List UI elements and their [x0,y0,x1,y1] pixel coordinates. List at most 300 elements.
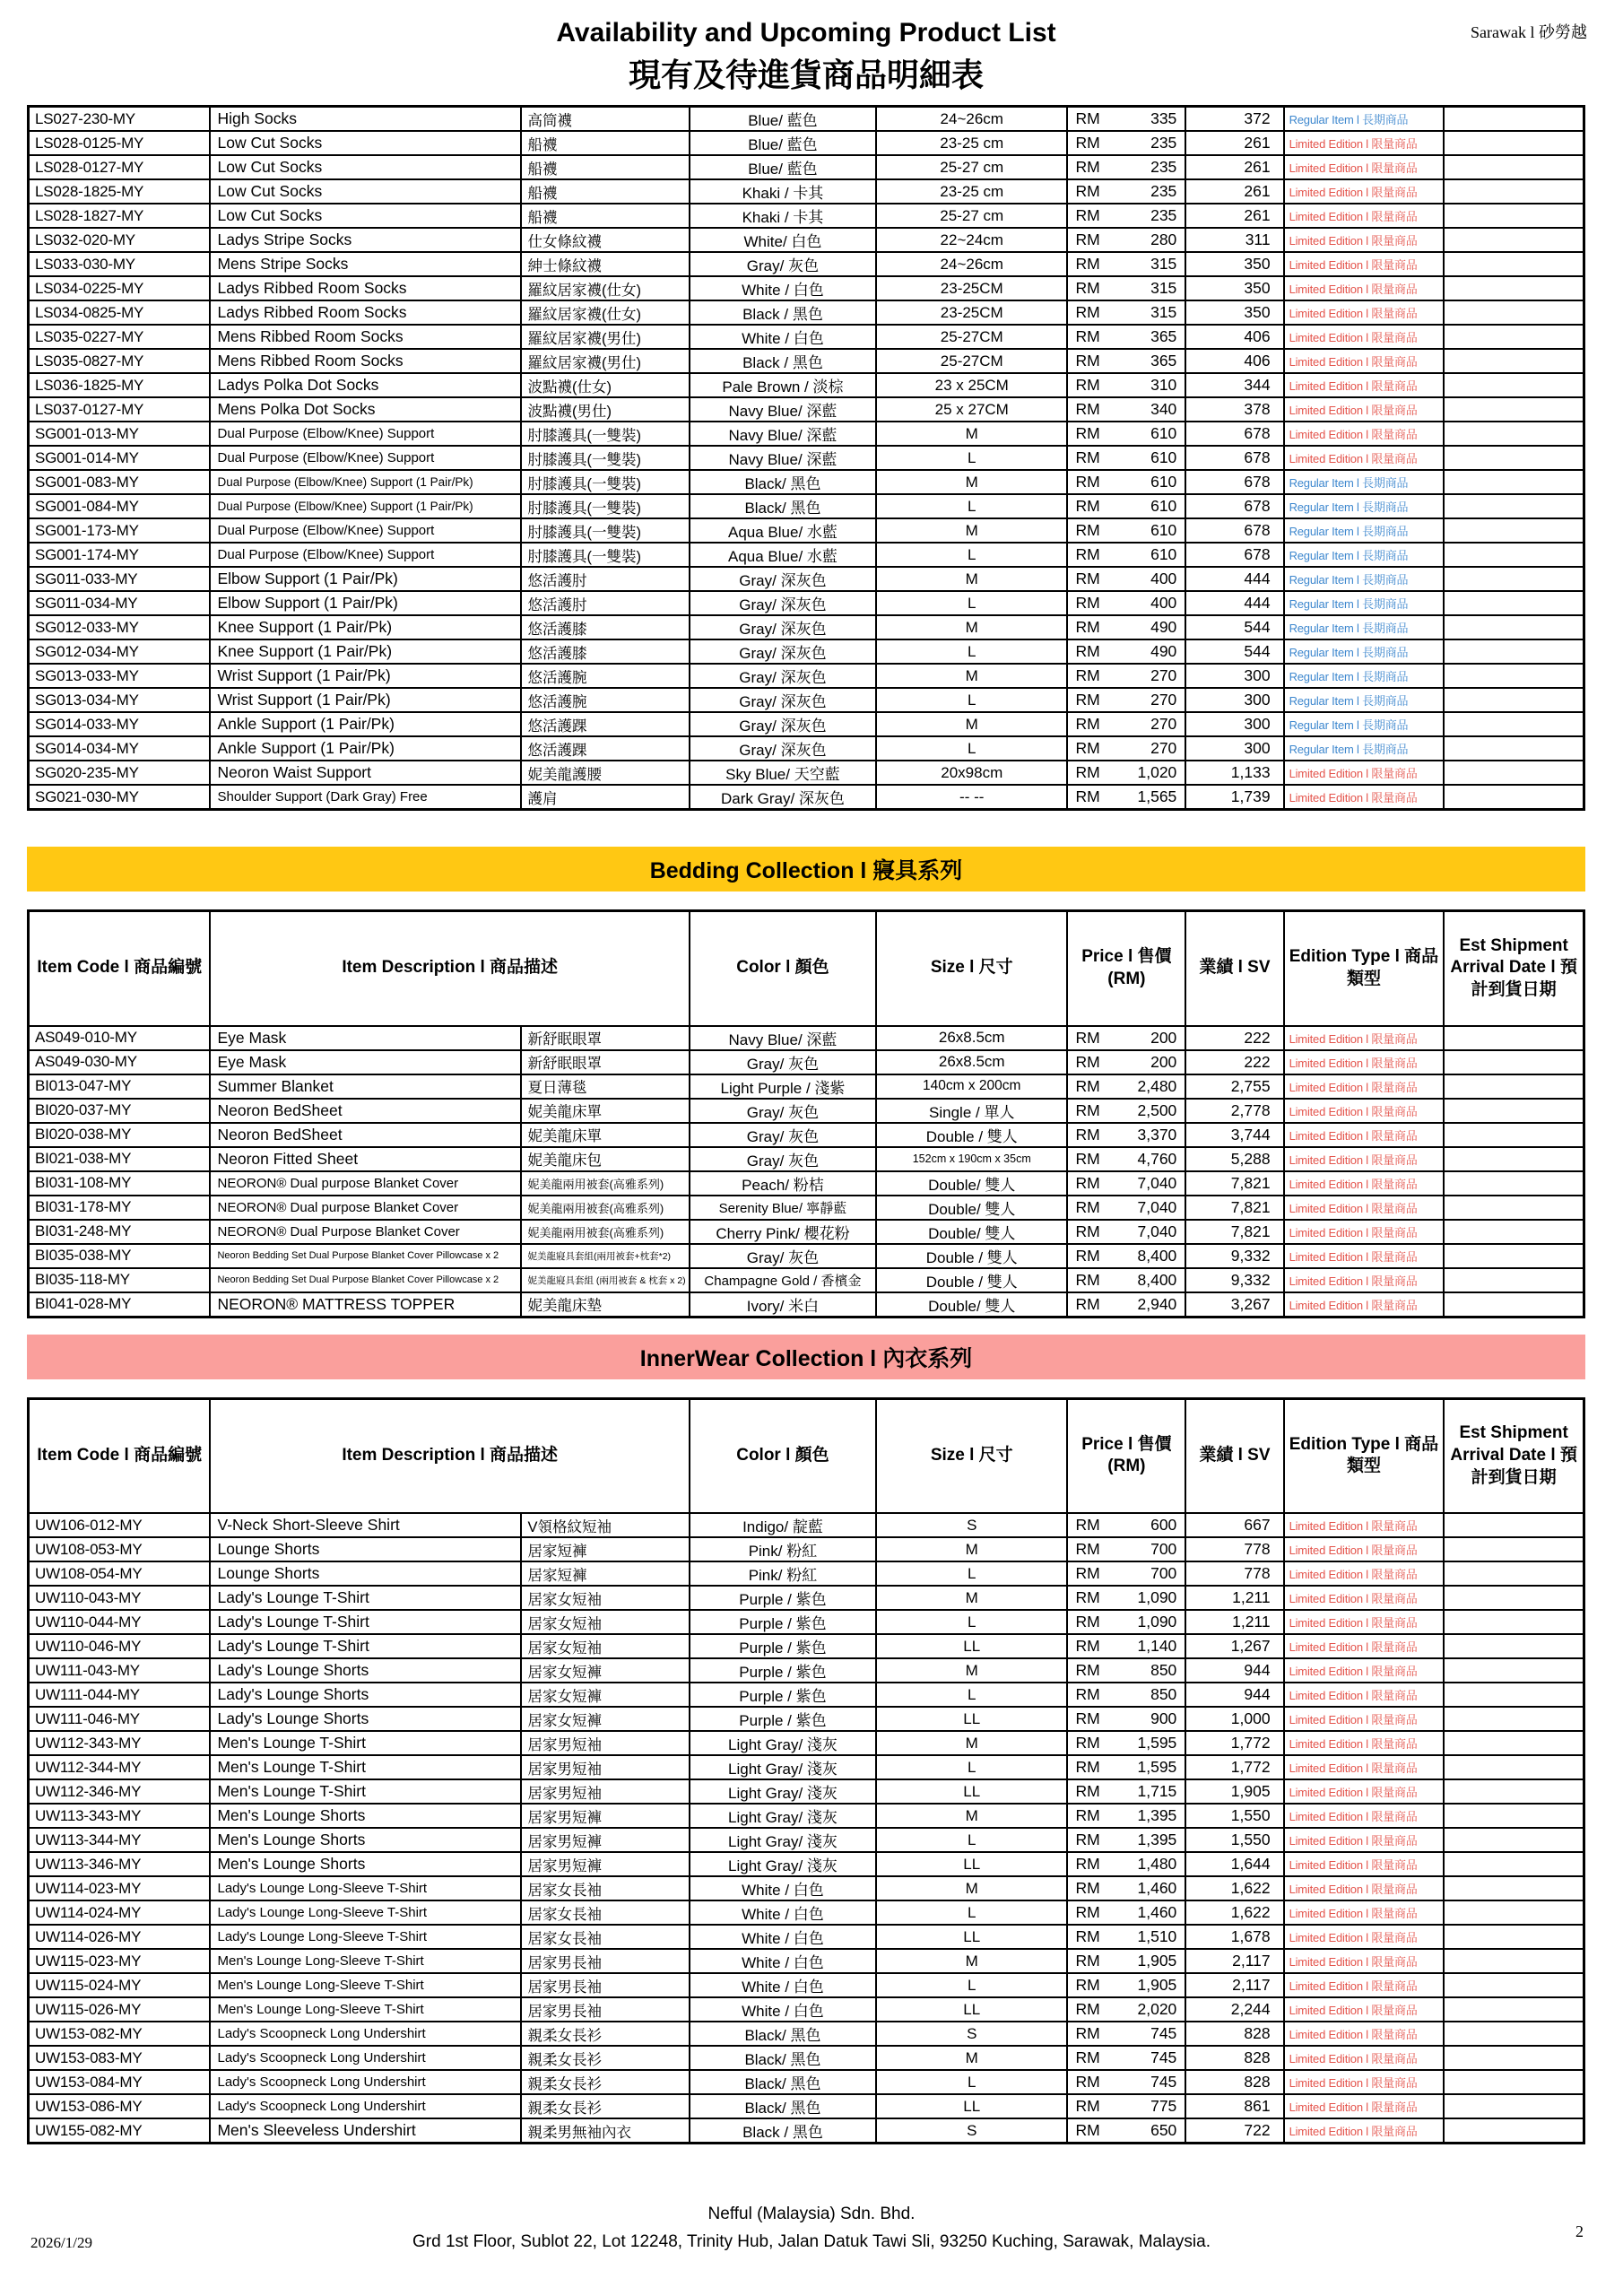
cell-item-code: LS037-0127-MY [29,397,211,422]
cell-color: Light Gray/ 淺灰 [690,1779,876,1804]
cell-price [1067,422,1185,446]
cell-item-code: BI031-248-MY [29,1220,211,1244]
cell-est-shipment-date [1444,1537,1584,1561]
cell-description-en: Lady's Lounge T-Shirt [210,1610,521,1634]
cell-size: 25-27CM [876,325,1067,349]
cell-sv: 344 [1185,373,1283,397]
cell-sv: 7,821 [1185,1220,1283,1244]
cell-description-en: Men's Lounge Long-Sleeve T-Shirt [210,1949,521,1973]
cell-description-en: Lady's Lounge Shorts [210,1707,521,1731]
cell-item-code: LS035-0827-MY [29,349,211,373]
cell-color: White / 白色 [690,325,876,349]
table-row [29,1074,1584,1099]
cell-est-shipment-date [1444,1074,1584,1099]
price-value: 235 [1150,182,1177,200]
cell-item-code: SG014-033-MY [29,712,211,736]
cell-price [1067,1973,1185,1997]
edition-type-label: Limited Edition l 限量商品 [1284,785,1445,810]
column-header-size: Size l 尺寸 [876,911,1067,1026]
price-box [1068,206,1185,225]
cell-description-en: Lounge Shorts [210,1537,521,1561]
currency-label: RM [1075,739,1100,757]
cell-color: Purple / 紫色 [690,1586,876,1610]
cell-size: S [876,2118,1067,2144]
currency-label: RM [1075,1028,1100,1047]
cell-sv: 944 [1185,1683,1283,1707]
cell-color: Purple / 紫色 [690,1634,876,1658]
cell-price [1067,1074,1185,1099]
table-row [29,543,1584,567]
cell-description-zh: 親柔女長衫 [521,2046,689,2070]
edition-type-label: Limited Edition l 限量商品 [1284,1171,1445,1196]
cell-item-code: AS049-010-MY [29,1026,211,1050]
cell-sv: 7,821 [1185,1171,1283,1196]
table-header-row [29,1398,1584,1513]
cell-description-en: Knee Support (1 Pair/Pk) [210,615,521,639]
price-value: 610 [1150,521,1177,539]
edition-type-label: Regular Item l 長期商品 [1284,615,1445,639]
cell-size: M [876,1876,1067,1900]
cell-size: 24~26cm [876,107,1067,132]
price-value: 200 [1150,1028,1177,1047]
cell-sv: 3,267 [1185,1292,1283,1318]
cell-description-zh: 居家男短褲 [521,1852,689,1876]
currency-label: RM [1075,376,1100,394]
price-value: 1,020 [1137,763,1177,781]
cell-price [1067,1997,1185,2022]
cell-description-zh: 悠活護膝 [521,615,689,639]
price-box [1068,1295,1185,1314]
cell-size: 20x98cm [876,761,1067,785]
table-row [29,1828,1584,1852]
price-box [1068,618,1185,637]
cell-est-shipment-date [1444,615,1584,639]
cell-item-code: UW114-024-MY [29,1900,211,1925]
currency-label: RM [1075,1173,1100,1192]
edition-type-label: Limited Edition l 限量商品 [1284,1852,1445,1876]
cell-item-code: UW112-346-MY [29,1779,211,1804]
cell-price [1067,1292,1185,1318]
cell-color: Gray/ 灰色 [690,1123,876,1147]
cell-description-zh: 居家短褲 [521,1537,689,1561]
price-box [1068,400,1185,419]
cell-est-shipment-date [1444,1196,1584,1220]
price-value: 1,565 [1137,787,1177,805]
currency-label: RM [1075,594,1100,612]
cell-description-zh: 居家男短褲 [521,1804,689,1828]
cell-est-shipment-date [1444,1099,1584,1123]
cell-price [1067,1804,1185,1828]
cell-description-zh: 肘膝護具(一雙裝) [521,518,689,543]
cell-color: Light Gray/ 淺灰 [690,1731,876,1755]
price-box [1068,1855,1185,1874]
cell-color: Light Gray/ 淺灰 [690,1755,876,1779]
cell-est-shipment-date [1444,1925,1584,1949]
cell-est-shipment-date [1444,1828,1584,1852]
price-box [1068,1879,1185,1898]
price-box [1068,1198,1185,1217]
cell-price [1067,543,1185,567]
cell-color: Khaki / 卡其 [690,179,876,204]
cell-color: Navy Blue/ 深藍 [690,446,876,470]
price-box [1068,691,1185,709]
cell-description-en: Ladys Polka Dot Socks [210,373,521,397]
cell-size: Single / 單人 [876,1099,1067,1123]
table-row [29,1925,1584,1949]
cell-est-shipment-date [1444,252,1584,276]
cell-price [1067,1683,1185,1707]
cell-size: L [876,543,1067,567]
cell-color: Black/ 黑色 [690,470,876,494]
cell-sv: 1,211 [1185,1610,1283,1634]
cell-description-zh: 妮美龍寢具套組(兩用被套+枕套*2) [521,1244,689,1268]
cell-description-en: High Socks [210,107,521,132]
edition-type-label: Limited Edition l 限量商品 [1284,1268,1445,1292]
cell-size: 23-25CM [876,300,1067,325]
cell-description-zh: 悠活護腕 [521,664,689,688]
cell-sv: 828 [1185,2046,1283,2070]
cell-sv: 300 [1185,664,1283,688]
cell-est-shipment-date [1444,1147,1584,1171]
currency-label: RM [1075,545,1100,563]
cell-est-shipment-date [1444,1804,1584,1828]
cell-description-zh: 妮美龍兩用被套(高雅系列) [521,1220,689,1244]
currency-label: RM [1075,303,1100,321]
cell-sv: 311 [1185,228,1283,252]
currency-label: RM [1075,1149,1100,1168]
column-header-est-shipment: Est Shipment Arrival Date l 預計到貨日期 [1444,1398,1584,1513]
price-value: 270 [1150,666,1177,684]
price-value: 315 [1150,255,1177,273]
cell-est-shipment-date [1444,1123,1584,1147]
cell-sv: 778 [1185,1561,1283,1586]
currency-label: RM [1075,1246,1100,1265]
cell-size: L [876,494,1067,518]
cell-size: 25-27 cm [876,204,1067,228]
cell-color: White / 白色 [690,1997,876,2022]
cell-description-en: Mens Ribbed Room Socks [210,349,521,373]
price-box [1068,1782,1185,1801]
cell-description-en: Eye Mask [210,1026,521,1050]
cell-color: Black/ 黑色 [690,2046,876,2070]
edition-type-label: Limited Edition l 限量商品 [1284,276,1445,300]
cell-sv: 678 [1185,518,1283,543]
cell-description-en: Lady's Lounge Shorts [210,1658,521,1683]
cell-description-en: Shoulder Support (Dark Gray) Free [210,785,521,810]
cell-color: White / 白色 [690,1949,876,1973]
cell-item-code: UW155-082-MY [29,2118,211,2144]
edition-type-label: Limited Edition l 限量商品 [1284,446,1445,470]
edition-type-label: Regular Item l 長期商品 [1284,567,1445,591]
price-value: 2,940 [1137,1294,1177,1313]
price-value: 7,040 [1137,1222,1177,1240]
cell-item-code: UW111-046-MY [29,1707,211,1731]
edition-type-label: Limited Edition l 限量商品 [1284,228,1445,252]
cell-price [1067,1828,1185,1852]
cell-est-shipment-date [1444,397,1584,422]
page-title-zh: 現有及待進貨商品明細表 [628,57,984,93]
cell-description-zh: 波點襪(仕女) [521,373,689,397]
price-value: 365 [1150,352,1177,370]
cell-price [1067,664,1185,688]
cell-description-zh: 居家男短褲 [521,1828,689,1852]
cell-item-code: SG020-235-MY [29,761,211,785]
table-row [29,325,1584,349]
cell-sv: 2,117 [1185,1949,1283,1973]
price-value: 775 [1150,2097,1177,2115]
currency-label: RM [1075,2024,1100,2042]
cell-color: Purple / 紫色 [690,1707,876,1731]
cell-size: 26x8.5cm [876,1050,1067,1074]
cell-sv: 544 [1185,615,1283,639]
cell-price [1067,446,1185,470]
cell-item-code: SG011-034-MY [29,591,211,615]
cell-description-zh: 肘膝護具(一雙裝) [521,494,689,518]
cell-description-en: Dual Purpose (Elbow/Knee) Support [210,518,521,543]
cell-size: L [876,1561,1067,1586]
cell-price [1067,470,1185,494]
cell-item-code: LS028-0127-MY [29,155,211,179]
cell-size: LL [876,1634,1067,1658]
cell-sv: 350 [1185,300,1283,325]
table-row [29,1050,1584,1074]
edition-type-label: Limited Edition l 限量商品 [1284,1026,1445,1050]
table-row [29,1171,1584,1196]
cell-size: LL [876,1852,1067,1876]
currency-label: RM [1075,1927,1100,1945]
cell-color: Gray/ 深灰色 [690,664,876,688]
price-value: 1,510 [1137,1927,1177,1945]
cell-est-shipment-date [1444,1707,1584,1731]
cell-color: Gray/ 深灰色 [690,639,876,664]
cell-size: M [876,664,1067,688]
cell-est-shipment-date [1444,1852,1584,1876]
cell-est-shipment-date [1444,1586,1584,1610]
cell-item-code: UW111-044-MY [29,1683,211,1707]
table-row [29,1026,1584,1050]
cell-item-code: UW153-083-MY [29,2046,211,2070]
table-row [29,1610,1584,1634]
cell-size: L [876,1828,1067,1852]
cell-price [1067,1586,1185,1610]
cell-color: White / 白色 [690,276,876,300]
currency-label: RM [1075,1758,1100,1776]
cell-description-en: Dual Purpose (Elbow/Knee) Support [210,422,521,446]
cell-description-en: NEORON® Dual purpose Blanket Cover [210,1196,521,1220]
price-box [1068,1927,1185,1946]
cell-price [1067,2022,1185,2046]
price-value: 7,040 [1137,1197,1177,1216]
currency-label: RM [1075,352,1100,370]
currency-label: RM [1075,1952,1100,1970]
cell-description-en: Summer Blanket [210,1074,521,1099]
price-value: 4,760 [1137,1149,1177,1168]
cell-color: Gray/ 深灰色 [690,736,876,761]
column-header-item-code: Item Code l 商品編號 [29,1398,211,1513]
cell-description-zh: 船襪 [521,204,689,228]
cell-color: Aqua Blue/ 水藍 [690,543,876,567]
price-box [1068,1077,1185,1096]
cell-est-shipment-date [1444,518,1584,543]
cell-description-en: NEORON® MATTRESS TOPPER [210,1292,521,1318]
cell-description-en: Dual Purpose (Elbow/Knee) Support [210,446,521,470]
cell-item-code: UW113-343-MY [29,1804,211,1828]
price-value: 745 [1150,2048,1177,2066]
price-box [1068,2048,1185,2067]
cell-price [1067,518,1185,543]
price-value: 7,040 [1137,1173,1177,1192]
price-value: 700 [1150,1564,1177,1582]
currency-label: RM [1075,327,1100,345]
edition-type-label: Limited Edition l 限量商品 [1284,1925,1445,1949]
price-box [1068,1222,1185,1241]
edition-type-label: Limited Edition l 限量商品 [1284,300,1445,325]
cell-color: Black / 黑色 [690,2118,876,2144]
cell-item-code: UW112-344-MY [29,1755,211,1779]
price-box [1068,1540,1185,1559]
cell-color: Navy Blue/ 深藍 [690,397,876,422]
price-value: 1,090 [1137,1588,1177,1606]
cell-est-shipment-date [1444,1561,1584,1586]
section-banner-bedding: Bedding Collection l 寢具系列 [27,847,1585,891]
cell-description-en: Neoron BedSheet [210,1099,521,1123]
cell-size: M [876,1586,1067,1610]
price-box [1068,1126,1185,1144]
price-box [1068,303,1185,322]
cell-sv: 261 [1185,131,1283,155]
currency-label: RM [1075,666,1100,684]
cell-size: L [876,1973,1067,1997]
edition-type-label: Limited Edition l 限量商品 [1284,1900,1445,1925]
cell-size: M [876,1658,1067,1683]
cell-item-code: SG013-034-MY [29,688,211,712]
cell-est-shipment-date [1444,1292,1584,1318]
cell-price [1067,276,1185,300]
price-value: 1,480 [1137,1855,1177,1873]
currency-label: RM [1075,400,1100,418]
price-box [1068,642,1185,661]
cell-sv: 2,244 [1185,1997,1283,2022]
column-header-price: Price l 售價 (RM) [1067,1398,1185,1513]
cell-size: M [876,1537,1067,1561]
cell-description-en: Ladys Ribbed Room Socks [210,300,521,325]
cell-item-code: SG014-034-MY [29,736,211,761]
cell-description-zh: 船襪 [521,179,689,204]
table-row [29,736,1584,761]
cell-description-en: Ankle Support (1 Pair/Pk) [210,712,521,736]
cell-size: 140cm x 200cm [876,1074,1067,1099]
edition-type-label: Limited Edition l 限量商品 [1284,1804,1445,1828]
price-box [1068,327,1185,346]
cell-price [1067,1876,1185,1900]
cell-size: M [876,1731,1067,1755]
edition-type-label: Limited Edition l 限量商品 [1284,131,1445,155]
cell-description-en: Ankle Support (1 Pair/Pk) [210,736,521,761]
cell-price [1067,615,1185,639]
cell-price [1067,204,1185,228]
cell-sv: 3,744 [1185,1123,1283,1147]
cell-description-en: Mens Ribbed Room Socks [210,325,521,349]
cell-est-shipment-date [1444,1634,1584,1658]
price-value: 400 [1150,594,1177,612]
table-row [29,2046,1584,2070]
cell-sv: 944 [1185,1658,1283,1683]
cell-sv: 444 [1185,591,1283,615]
cell-description-zh: 居家男短袖 [521,1731,689,1755]
cell-item-code: SG013-033-MY [29,664,211,688]
cell-color: White / 白色 [690,1876,876,1900]
cell-size: 23-25 cm [876,179,1067,204]
cell-item-code: LS034-0825-MY [29,300,211,325]
cell-description-zh: 船襪 [521,155,689,179]
cell-sv: 1,739 [1185,785,1283,810]
cell-item-code: UW110-046-MY [29,1634,211,1658]
currency-label: RM [1075,2048,1100,2066]
cell-size: M [876,1949,1067,1973]
cell-price [1067,1561,1185,1586]
column-header-sv: 業績 l SV [1185,911,1283,1026]
currency-label: RM [1075,1782,1100,1800]
price-value: 900 [1150,1709,1177,1727]
cell-description-zh: 新舒眠眼罩 [521,1050,689,1074]
price-box [1068,255,1185,274]
cell-est-shipment-date [1444,712,1584,736]
cell-color: Black/ 黑色 [690,494,876,518]
price-box [1068,473,1185,491]
cell-est-shipment-date [1444,1973,1584,1997]
cell-item-code: LS028-1825-MY [29,179,211,204]
cell-description-en: Neoron Bedding Set Dual Purpose Blanket Cover Pillowcase x 2 [210,1268,521,1292]
cell-size: L [876,446,1067,470]
cell-price [1067,712,1185,736]
price-box [1068,1150,1185,1169]
cell-item-code: LS027-230-MY [29,107,211,132]
cell-item-code: LS036-1825-MY [29,373,211,397]
cell-size: LL [876,2094,1067,2118]
price-box [1068,2000,1185,2019]
cell-description-en: Men's Lounge T-Shirt [210,1755,521,1779]
currency-label: RM [1075,691,1100,709]
cell-item-code: BI031-178-MY [29,1196,211,1220]
cell-est-shipment-date [1444,639,1584,664]
table-row [29,1099,1584,1123]
cell-description-en: Neoron Fitted Sheet [210,1147,521,1171]
column-header-color: Color l 顏色 [690,911,876,1026]
price-box [1068,1685,1185,1704]
table-row [29,228,1584,252]
table-header-row [29,911,1584,1026]
currency-label: RM [1075,1806,1100,1824]
cell-color: Light Gray/ 淺灰 [690,1804,876,1828]
currency-label: RM [1075,1613,1100,1631]
cell-price [1067,1949,1185,1973]
cell-est-shipment-date [1444,1997,1584,2022]
edition-type-label: Regular Item l 長期商品 [1284,639,1445,664]
cell-sv: 350 [1185,252,1283,276]
cell-size: Double/ 雙人 [876,1220,1067,1244]
cell-price [1067,1099,1185,1123]
table-row [29,567,1584,591]
cell-description-en: NEORON® Dual Purpose Blanket Cover [210,1220,521,1244]
cell-description-en: Knee Support (1 Pair/Pk) [210,639,521,664]
cell-color: White / 白色 [690,1925,876,1949]
cell-color: Gray/ 深灰色 [690,567,876,591]
cell-sv: 1,622 [1185,1876,1283,1900]
column-header-edition-type: Edition Type l 商品類型 [1284,1398,1445,1513]
cell-sv: 9,332 [1185,1268,1283,1292]
cell-sv: 678 [1185,446,1283,470]
cell-color: Pink/ 粉紅 [690,1537,876,1561]
